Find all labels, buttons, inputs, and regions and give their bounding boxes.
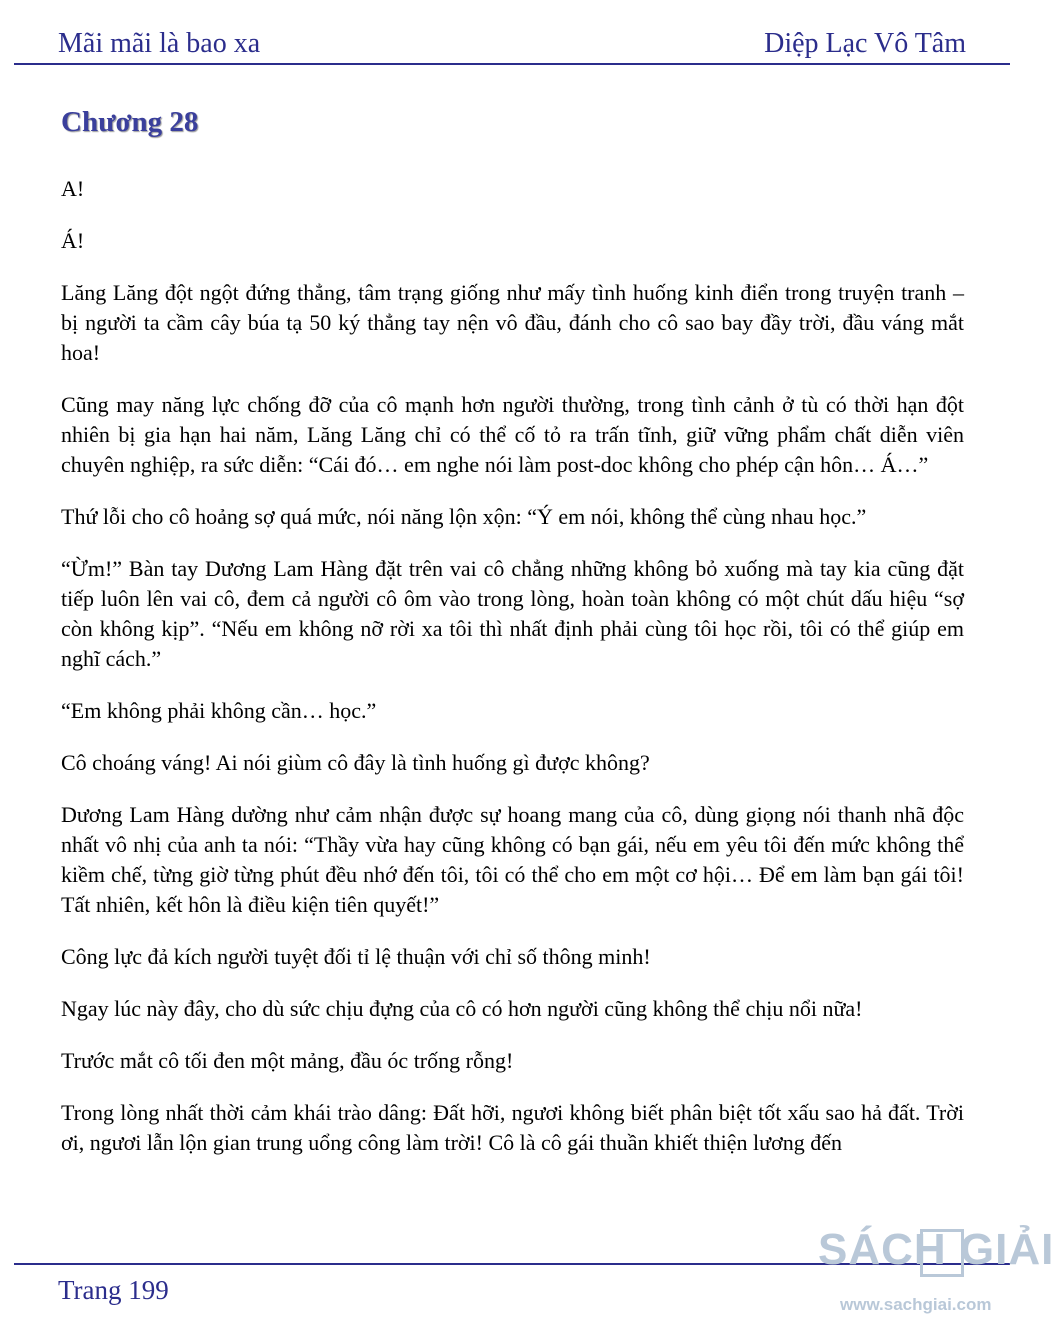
- page-number: Trang 199: [58, 1275, 169, 1305]
- author-name: Diệp Lạc Vô Tâm: [764, 28, 966, 59]
- paragraph: Cô choáng váng! Ai nói giùm cô đây là tình huống gì được không?: [61, 750, 650, 775]
- chapter-body: [61, 174, 964, 1180]
- paragraph: Thứ lỗi cho cô hoảng sợ quá mức, nói năng lộn xộn: “Ý em nói, không thể cùng nhau học.”: [61, 504, 867, 529]
- paragraph: “Em không phải không cần… học.”: [61, 698, 377, 723]
- paragraph: Trong lòng nhất thời cảm khái trào dâng: Đất hỡi, ngươi không biết phân biệt tốt xấu sao hả đất. Trời ơi, ngươi lẫn lộn gian trung uổng công làm trời! Cô là cô gái thuần khiết thiện lương đến: [61, 1100, 964, 1155]
- paragraph: Công lực đả kích người tuyệt đối tỉ lệ thuận với chỉ số thông minh!: [61, 944, 651, 969]
- paragraph: Lăng Lăng đột ngột đứng thẳng, tâm trạng giống như mấy tình huống kinh điển trong truyện tranh – bị người ta cầm cây búa tạ 50 ký thẳng tay nện vô đầu, đánh cho cô sao bay đầy trời, đầu váng mắt hoa!: [61, 280, 964, 365]
- paragraph: Ngay lúc này đây, cho dù sức chịu đựng của cô có hơn người cũng không thể chịu nổi nữa!: [61, 996, 863, 1021]
- header-divider: [14, 63, 1010, 65]
- paragraph: “Ừm!” Bàn tay Dương Lam Hàng đặt trên vai cô chẳng những không bỏ xuống mà tay kia cũng đặt tiếp luôn lên vai cô, đem cả người cô ôm vào trong lòng, hoàn toàn không có một chút dấu hiệu “sợ còn không kịp”. “Nếu em không nỡ rời xa tôi thì nhất định phải cùng tôi học rồi, tôi có thể giúp em nghĩ cách.”: [61, 556, 964, 671]
- watermark-logo: [818, 1225, 1054, 1320]
- paragraph: Cũng may năng lực chống đỡ của cô mạnh hơn người thường, trong tình cảnh ở tù có thời hạn đột nhiên bị gia hạn hai năm, Lăng Lăng chỉ có thể cố tỏ ra trấn tĩnh, giữ vững phẩm chất diễn viên chuyên nghiệp, ra sức diễn: “Cái đó… em nghe nói làm post-doc không cho phép cận hôn… Á…”: [61, 392, 964, 477]
- watermark-url: www.sachgiai.com: [840, 1295, 992, 1314]
- paragraph: Á!: [61, 228, 85, 253]
- paragraph: A!: [61, 176, 85, 201]
- chapter-title: Chương 28: [61, 106, 199, 138]
- watermark-text: SÁCH GIẢI: [818, 1225, 1054, 1274]
- paragraph: Dương Lam Hàng dường như cảm nhận được sự hoang mang của cô, dùng giọng nói thanh nhã độc nhất vô nhị của anh ta nói: “Thầy vừa hay cũng không có bạn gái, nếu em yêu tôi đến mức không thể kiềm chế, từng giờ từng phút đều nhớ đến tôi, tôi có thể cho em một cơ hội… Để em làm bạn gái tôi! Tất nhiên, kết hôn là điều kiện tiên quyết!”: [61, 802, 964, 917]
- paragraph: Trước mắt cô tối đen một mảng, đầu óc trống rỗng!: [61, 1048, 514, 1073]
- book-title: Mãi mãi là bao xa: [58, 28, 261, 59]
- page-header: [58, 26, 966, 66]
